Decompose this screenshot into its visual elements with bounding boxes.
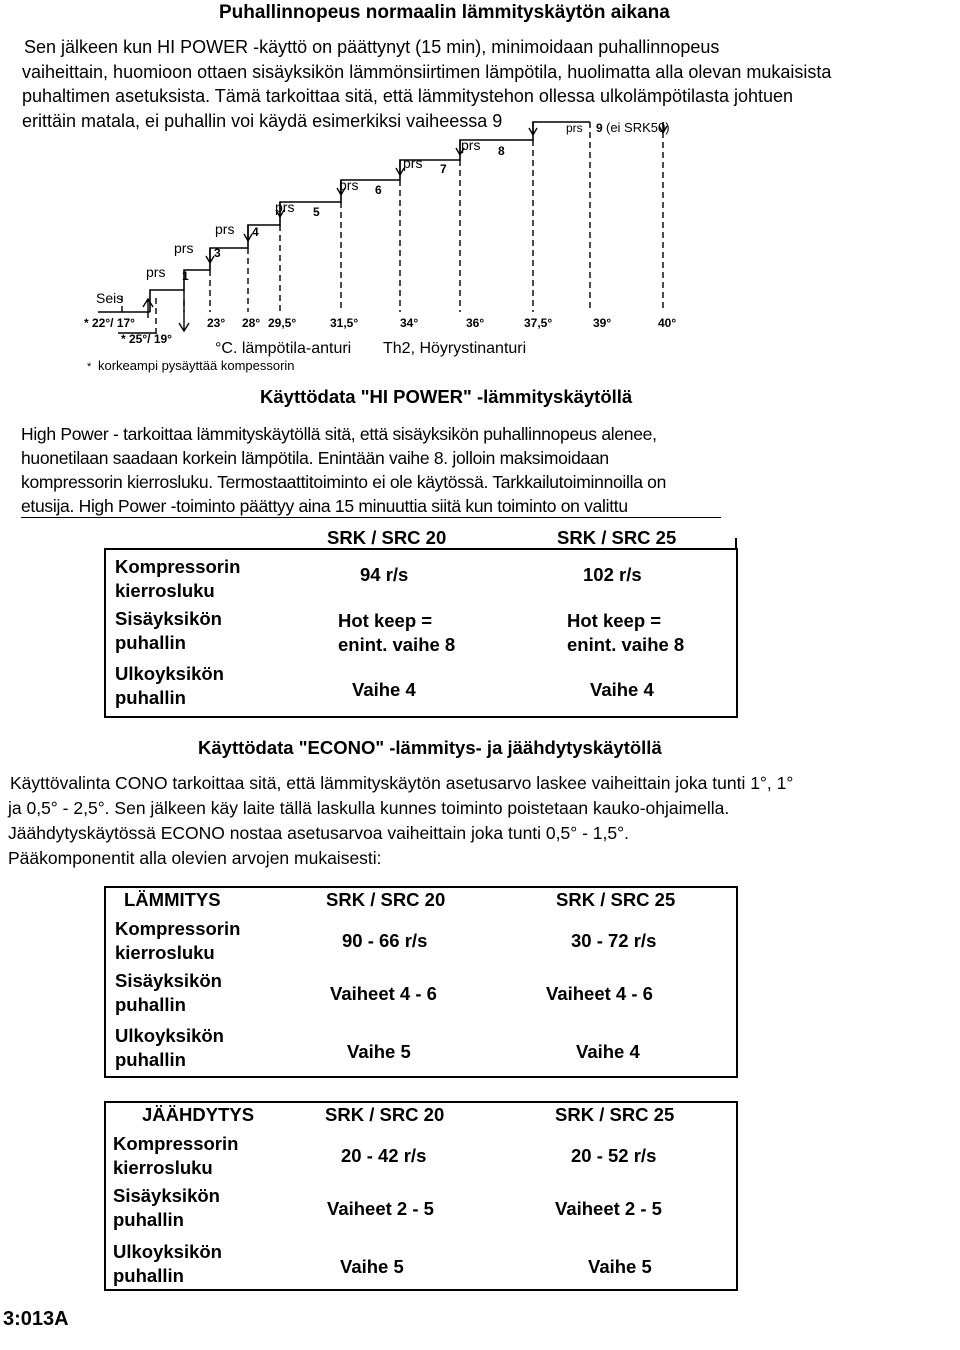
sensor-label: Th2, Höyrystinanturi: [383, 340, 527, 357]
table-value: 20 - 52 r/s: [571, 1145, 657, 1166]
row-label: Ulkoyksikön puhallin: [113, 1241, 222, 1286]
step-label-prs: prs: [146, 264, 166, 280]
step-number: 4: [252, 225, 259, 239]
row-label: Kompressorin kierrosluku: [115, 556, 241, 601]
step-number: 5: [313, 205, 320, 219]
step-number: 7: [440, 162, 447, 176]
hipower-title: Käyttödata "HI POWER" -lämmityskäytöllä: [260, 386, 633, 407]
step-number: 9: [596, 121, 603, 135]
step-label-prs: prs: [403, 155, 423, 171]
econo-line: ja 0,5° - 2,5°. Sen jälkeen käy laite tällä laskulla kunnes toiminto poistetaan kauko-ohjaimella.: [8, 798, 730, 818]
table-value: Vaiheet 4 - 6: [330, 983, 437, 1004]
column-header: SRK / SRC 20: [326, 889, 446, 910]
table-title: LÄMMITYS: [124, 889, 221, 910]
table-value: Vaihe 4: [576, 1041, 640, 1062]
temp-label: 29,5°: [268, 316, 297, 330]
intro-line: vaiheittain, huomioon ottaen sisäyksikön lämmönsiirtimen lämpötila, huolimatta alla olevan mukaisista: [22, 61, 832, 82]
table-value: Vaihe 4: [352, 679, 416, 700]
row-label: Ulkoyksikön puhallin: [115, 1025, 224, 1070]
column-header: SRK / SRC 25: [557, 527, 677, 548]
intro-line: puhaltimen asetuksista. Tämä tarkoittaa sitä, että lämmitystehon ollessa ulkolämpötilasta johtuen: [22, 86, 794, 106]
low-temp-label: * 22°/ 17°: [84, 316, 135, 330]
step-label-prs: prs: [275, 199, 295, 215]
temp-label: 28°: [242, 316, 261, 330]
page-title: Puhallinnopeus normaalin lämmityskäytön aikana: [219, 2, 670, 23]
unit-label: °C. lämpötila-anturi: [215, 340, 352, 357]
temp-label: 23°: [207, 316, 226, 330]
temp-label: 36°: [466, 316, 485, 330]
hipower-paragraph: [21, 422, 666, 518]
column-header: SRK / SRC 25: [556, 889, 676, 910]
hipower-line: huonetilaan saadaan korkein lämpötila. Enintään vaihe 8. jolloin maksimoidaan: [21, 448, 609, 468]
row-label: Sisäyksikön puhallin: [115, 970, 222, 1015]
table-title: JÄÄHDYTYS: [142, 1104, 255, 1125]
step-number: 8: [498, 144, 505, 158]
step-label-prs: prs: [461, 137, 481, 153]
low-temp-label: * 25°/ 19°: [121, 332, 172, 346]
temp-label: 37,5°: [524, 316, 553, 330]
econo-line: Käyttövalinta CONO tarkoittaa sitä, että lämmityskäytön asetusarvo laskee vaiheittain joka tunti 1°, 1°: [10, 773, 794, 793]
step-label-prs: prs: [566, 121, 583, 135]
column-header: SRK / SRC 25: [555, 1104, 675, 1125]
econo-paragraph: [8, 771, 793, 871]
fan-speed-step-diagram: [0, 0, 960, 380]
row-label: Kompressorin kierrosluku: [115, 918, 241, 963]
footnote: korkeampi pysäyttää kompessorin: [98, 358, 295, 373]
seis-label: Seis: [96, 290, 124, 306]
table-value: Vaihe 4: [590, 679, 654, 700]
table-value: Vaiheet 4 - 6: [546, 983, 653, 1004]
step-number: 1: [182, 269, 189, 283]
intro-line: Sen jälkeen kun HI POWER -käyttö on päättynyt (15 min), minimoidaan puhallinnopeus: [24, 37, 720, 57]
hipower-line: High Power - tarkoittaa lämmityskäytöllä sitä, että sisäyksikön puhallinnopeus alenee,: [21, 424, 657, 444]
column-header: SRK / SRC 20: [325, 1104, 445, 1125]
table-value: 30 - 72 r/s: [571, 930, 657, 951]
svg-text:*: *: [87, 361, 92, 373]
divider: [21, 517, 721, 518]
hipower-line: kompressorin kierrosluku. Termostaattitoiminto ei ole käytössä. Tarkkailutoiminnoilla on: [21, 472, 667, 492]
table-value: 20 - 42 r/s: [341, 1145, 427, 1166]
row-label: Sisäyksikön puhallin: [113, 1185, 220, 1230]
step9-note: (ei SRK50): [606, 120, 670, 135]
step-label-prs: prs: [339, 177, 359, 193]
hipower-line: etusija. High Power -toiminto päättyy aina 15 minuuttia siitä kun toiminto on valittu: [21, 496, 628, 516]
table-value: Vaihe 5: [340, 1256, 404, 1277]
table-value: 94 r/s: [360, 564, 409, 585]
step-number: 6: [375, 183, 382, 197]
table-value: Hot keep = enint. vaihe 8: [567, 610, 685, 655]
econo-line: Pääkomponentit alla olevien arvojen mukaisesti:: [8, 848, 382, 868]
row-label: Sisäyksikön puhallin: [115, 608, 222, 653]
table-value: Vaihe 5: [347, 1041, 411, 1062]
table-value: 102 r/s: [583, 564, 642, 585]
temp-label: 40°: [658, 316, 677, 330]
row-label: Ulkoyksikön puhallin: [115, 663, 224, 708]
table-value: 90 - 66 r/s: [342, 930, 428, 951]
temp-label: 34°: [400, 316, 419, 330]
table-value: Vaiheet 2 - 5: [555, 1198, 662, 1219]
econo-title: Käyttödata "ECONO" -lämmitys- ja jäähdytyskäytöllä: [198, 737, 662, 758]
table-value: Hot keep = enint. vaihe 8: [338, 610, 456, 655]
econo-line: Jäähdytyskäytössä ECONO nostaa asetusarvoa vaiheittain joka tunti 0,5° - 1,5°.: [8, 823, 629, 843]
intro-line: erittäin matala, ei puhallin voi käydä esimerkiksi vaiheessa 9: [22, 110, 503, 131]
table-value: Vaiheet 2 - 5: [327, 1198, 434, 1219]
column-header: SRK / SRC 20: [327, 527, 447, 548]
step-label-prs: prs: [174, 240, 194, 256]
temp-label: 39°: [593, 316, 612, 330]
temp-label: 31,5°: [330, 316, 359, 330]
row-label: Kompressorin kierrosluku: [113, 1133, 239, 1178]
table-value: Vaihe 5: [588, 1256, 652, 1277]
step-number: 3: [214, 246, 221, 260]
page-code: 3:013A: [3, 1308, 69, 1330]
step-label-prs: prs: [215, 221, 235, 237]
